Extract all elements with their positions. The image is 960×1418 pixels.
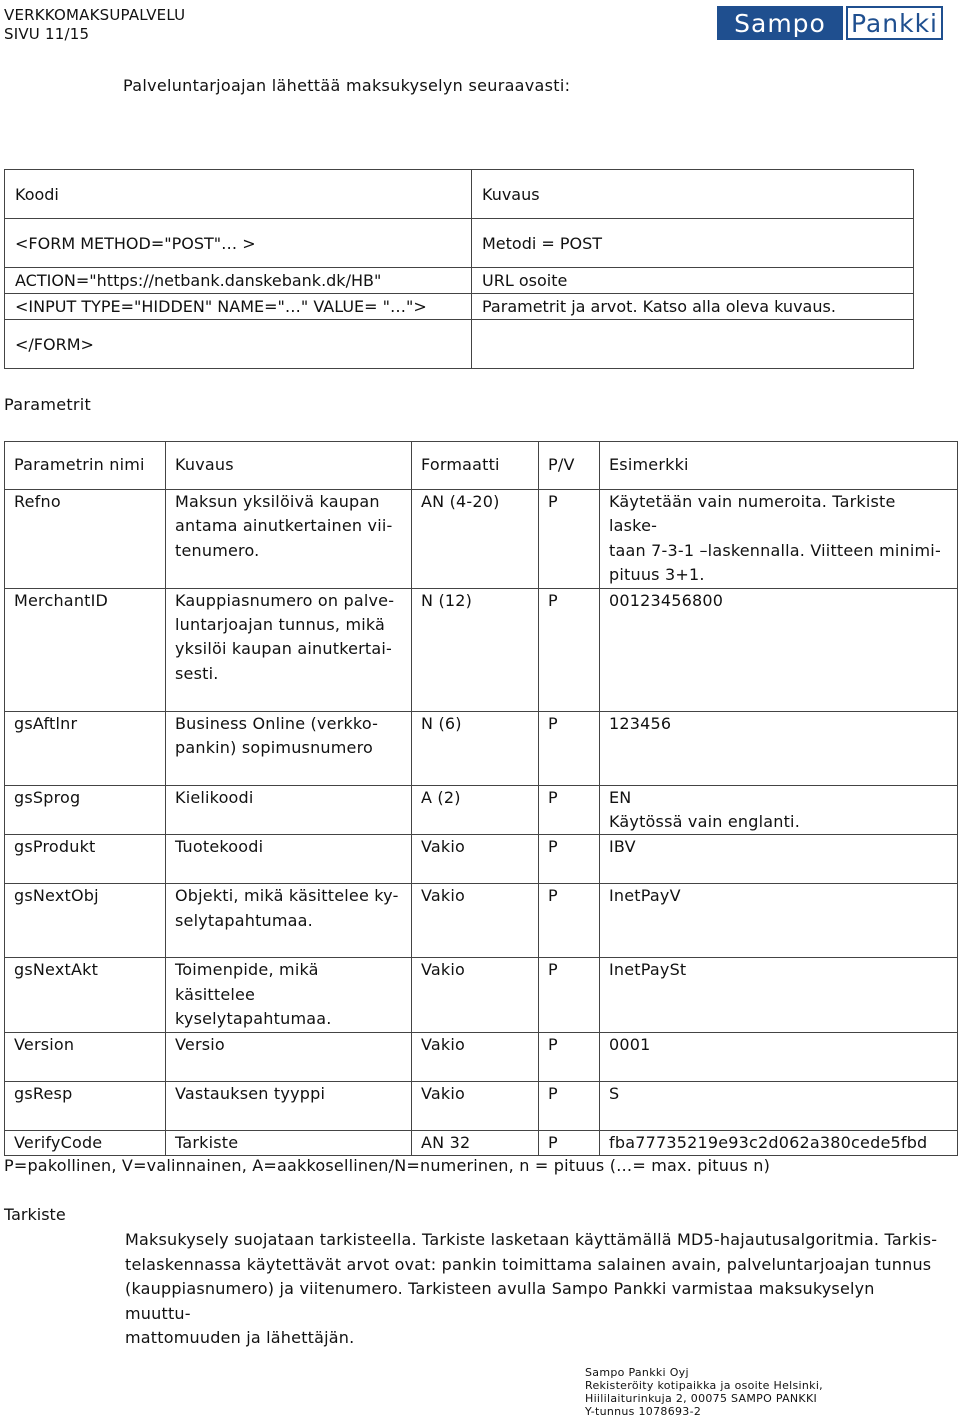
service-name: VERKKOMAKSUPALVELU — [4, 6, 186, 24]
param-pv-cell — [539, 1032, 600, 1081]
param-format: Vakio — [421, 960, 466, 980]
params-table-body — [5, 490, 958, 1156]
param-description: Toimenpide, mikä käsittelee — [175, 960, 319, 1004]
param-pv: P — [548, 492, 558, 511]
param-format-cell — [412, 1130, 539, 1155]
param-format: AN (4-20) — [421, 492, 500, 511]
param-example: InetPayV — [609, 886, 681, 906]
param-format-cell — [412, 1081, 539, 1130]
param-name: gsNextAkt — [14, 960, 99, 980]
param-format: Vakio — [421, 1034, 466, 1054]
form-attr-code-cell — [5, 268, 472, 320]
param-example-cell — [600, 588, 958, 711]
document-header — [4, 6, 185, 44]
param-row — [5, 958, 958, 1032]
param-name: gsProdukt — [14, 837, 96, 857]
param-name: gsSprog — [14, 787, 81, 807]
logo-pankki: Pankki — [846, 6, 943, 40]
param-format-cell — [412, 588, 539, 711]
tarkiste-title: Tarkiste — [4, 1205, 66, 1224]
param-name: Refno — [14, 492, 61, 511]
param-description: selytapahtumaa. — [175, 910, 313, 930]
param-row — [5, 1081, 958, 1130]
param-description: Vastauksen tyyppi — [175, 1083, 326, 1103]
param-name: gsResp — [14, 1083, 73, 1103]
param-description: tenumero. — [175, 540, 260, 560]
company-footer — [585, 1366, 823, 1418]
param-example: 0001 — [609, 1034, 651, 1054]
param-example-cell — [600, 1081, 958, 1130]
param-example: InetPaySt — [609, 960, 687, 980]
param-row — [5, 588, 958, 711]
param-name-cell — [5, 835, 166, 884]
param-name-cell — [5, 884, 166, 958]
param-description-cell — [166, 490, 412, 589]
legend: P=pakollinen, V=valinnainen, A=aakkosellinen/N=numerinen, n = pituus (…= max. pituus n) — [4, 1156, 771, 1175]
header-example: Esimerkki — [600, 442, 958, 490]
param-pv-cell — [539, 835, 600, 884]
param-pv: P — [548, 837, 558, 857]
param-format-cell — [412, 490, 539, 589]
params-table-header — [5, 442, 958, 490]
param-example-cell — [600, 785, 958, 835]
param-format-cell — [412, 958, 539, 1032]
param-description: sesti. — [175, 663, 219, 683]
params-table — [4, 441, 958, 1156]
param-pv-cell — [539, 490, 600, 589]
param-description-cell — [166, 958, 412, 1032]
param-example: pituus 3+1. — [609, 565, 705, 585]
input-description: Parametrit ja arvot. Katso alla oleva kuvaus. — [482, 297, 836, 316]
param-pv: P — [548, 1083, 558, 1103]
param-name-cell — [5, 1130, 166, 1155]
param-example-cell — [600, 884, 958, 958]
form-table — [4, 169, 914, 369]
param-format-cell — [412, 835, 539, 884]
param-example: fba77735219e93c2d062a380cede5fbd — [609, 1132, 928, 1152]
param-pv-cell — [539, 711, 600, 785]
param-example: S — [609, 1083, 620, 1103]
header-pv: P/V — [539, 442, 600, 490]
param-name: gsAftlnr — [14, 713, 78, 733]
form-close-code: </FORM> — [5, 320, 472, 369]
tarkiste-line: (kauppiasnumero) ja viitenumero. Tarkisteen avulla Sampo Pankki varmistaa maksukyselyn muuttu- — [125, 1279, 875, 1323]
param-description: Business Online (verkko- — [175, 713, 379, 733]
param-name: Version — [14, 1034, 75, 1054]
param-pv-cell — [539, 588, 600, 711]
sampo-pankki-logo — [717, 6, 943, 40]
param-example: taan 7-3-1 –laskennalla. Viitteen minimi- — [609, 540, 941, 560]
param-description: Versio — [175, 1034, 225, 1054]
param-pv: P — [548, 1034, 558, 1054]
param-description: pankin) sopimusnumero — [175, 738, 373, 758]
param-description: Tuotekoodi — [175, 837, 264, 857]
form-table-header-code: Koodi — [5, 170, 472, 219]
param-row — [5, 490, 958, 589]
form-open-description: Metodi = POST — [472, 219, 914, 268]
param-format-cell — [412, 711, 539, 785]
param-pv-cell — [539, 884, 600, 958]
param-description-cell — [166, 1032, 412, 1081]
param-description: luntarjoajan tunnus, mikä — [175, 615, 386, 635]
input-code: <INPUT TYPE="HIDDEN" NAME="…" VALUE= "…"> — [15, 297, 427, 316]
param-row — [5, 884, 958, 958]
param-example-cell — [600, 490, 958, 589]
tarkiste-line: mattomuuden ja lähettäjän. — [125, 1328, 355, 1347]
param-name: VerifyCode — [14, 1132, 103, 1152]
footer-address-1: Rekisteröity kotipaikka ja osoite Helsinki, — [585, 1379, 823, 1392]
param-example: Käytetään vain numeroita. Tarkiste laske- — [609, 492, 896, 536]
param-name-cell — [5, 711, 166, 785]
param-format-cell — [412, 884, 539, 958]
param-row — [5, 711, 958, 785]
footer-address-2: Hiililaiturinkuja 2, 00075 SAMPO PANKKI — [585, 1392, 818, 1405]
param-row — [5, 785, 958, 835]
param-description: yksilöi kaupan ainutkertai- — [175, 639, 393, 659]
form-attr-description-cell — [472, 268, 914, 320]
header-format: Formaatti — [412, 442, 539, 490]
param-row — [5, 835, 958, 884]
param-example: IBV — [609, 837, 636, 857]
param-format: N (12) — [421, 590, 473, 610]
param-example-cell — [600, 958, 958, 1032]
param-description: Maksun yksilöivä kaupan — [175, 492, 380, 511]
param-description: antama ainutkertainen vii- — [175, 516, 393, 536]
param-format: Vakio — [421, 886, 466, 906]
param-example: 00123456800 — [609, 590, 724, 610]
param-pv-cell — [539, 1130, 600, 1155]
param-pv: P — [548, 886, 558, 906]
footer-business-id: Y-tunnus 1078693-2 — [585, 1405, 702, 1418]
param-name: MerchantID — [14, 590, 109, 610]
logo-sampo: Sampo — [717, 6, 843, 40]
param-pv: P — [548, 960, 558, 980]
header-param-name: Parametrin nimi — [5, 442, 166, 490]
param-name-cell — [5, 958, 166, 1032]
param-description-cell — [166, 884, 412, 958]
param-example: Käytössä vain englanti. — [609, 812, 800, 832]
tarkiste-line: telaskennassa käytettävät arvot ovat: pankin toimittama salainen avain, palveluntarjoajan tunnus — [125, 1254, 932, 1274]
param-example-cell — [600, 711, 958, 785]
param-format: N (6) — [421, 713, 462, 733]
param-name-cell — [5, 1081, 166, 1130]
form-open-code: <FORM METHOD="POST"… > — [5, 219, 472, 268]
param-description-cell — [166, 711, 412, 785]
param-row — [5, 1032, 958, 1081]
param-example: 123456 — [609, 713, 672, 733]
param-format: A (2) — [421, 787, 461, 807]
param-description-cell — [166, 785, 412, 835]
param-pv: P — [548, 590, 558, 610]
param-description: Objekti, mikä käsittelee ky- — [175, 886, 399, 906]
param-name-cell — [5, 785, 166, 835]
param-description: Kielikoodi — [175, 787, 254, 807]
param-pv-cell — [539, 958, 600, 1032]
action-description: URL osoite — [472, 268, 913, 294]
param-description: Kauppiasnumero on palve- — [175, 590, 395, 610]
params-title: Parametrit — [4, 395, 92, 414]
param-description-cell — [166, 1081, 412, 1130]
param-name: gsNextObj — [14, 886, 99, 906]
param-description: kyselytapahtumaa. — [175, 1009, 332, 1029]
param-example-cell — [600, 1130, 958, 1155]
param-pv-cell — [539, 1081, 600, 1130]
tarkiste-paragraph — [125, 1228, 940, 1351]
tarkiste-line: Maksukysely suojataan tarkisteella. Tarkiste lasketaan käyttämällä MD5-hajautusalgoritmia. Tarkis- — [125, 1230, 938, 1249]
param-example-cell — [600, 835, 958, 884]
param-row — [5, 1130, 958, 1155]
param-format: Vakio — [421, 837, 466, 857]
param-description: Tarkiste — [175, 1132, 239, 1152]
param-example: EN — [609, 787, 632, 807]
action-code: ACTION="https://netbank.danskebank.dk/HB" — [5, 268, 471, 294]
param-format-cell — [412, 1032, 539, 1081]
param-name-cell — [5, 1032, 166, 1081]
param-description-cell — [166, 588, 412, 711]
param-format-cell — [412, 785, 539, 835]
param-pv: P — [548, 787, 558, 807]
form-close-description — [472, 320, 914, 369]
param-example-cell — [600, 1032, 958, 1081]
param-pv-cell — [539, 785, 600, 835]
param-name-cell — [5, 588, 166, 711]
param-name-cell — [5, 490, 166, 589]
page-number: SIVU 11/15 — [4, 25, 90, 43]
form-table-header-description: Kuvaus — [472, 170, 914, 219]
header-description: Kuvaus — [166, 442, 412, 490]
param-description-cell — [166, 835, 412, 884]
param-pv: P — [548, 713, 558, 733]
param-pv: P — [548, 1132, 558, 1152]
param-format: AN 32 — [421, 1132, 471, 1152]
param-description-cell — [166, 1130, 412, 1155]
intro-text: Palveluntarjoajan lähettää maksukyselyn seuraavasti: — [123, 76, 571, 95]
footer-company: Sampo Pankki Oyj — [585, 1366, 689, 1379]
param-format: Vakio — [421, 1083, 466, 1103]
